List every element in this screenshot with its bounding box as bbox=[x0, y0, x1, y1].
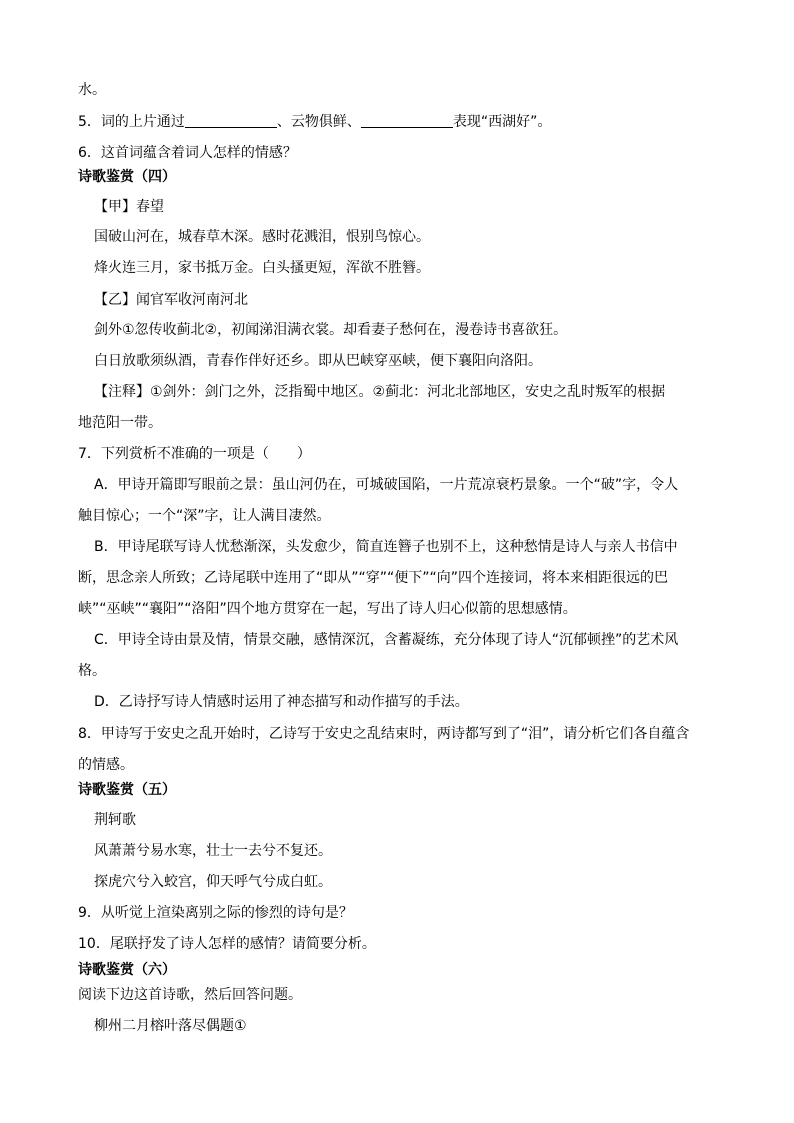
annotation: 地范阳一带。 bbox=[78, 415, 162, 431]
poem-title: 【甲】春望 bbox=[94, 199, 164, 215]
poem-line: 白日放歌须纵酒，青春作伴好还乡。即从巴峡穿巫峡，便下襄阳向洛阳。 bbox=[94, 353, 542, 369]
poem-title: 荆轲歌 bbox=[94, 812, 136, 828]
poem-title: 【乙】闻官军收河南河北 bbox=[94, 292, 248, 308]
option-b: 断，思念亲人所致；乙诗尾联中连用了“即从”“穿”“便下”“向”四个连接词，将本来相距很远的巴 bbox=[78, 570, 669, 586]
section-heading: 诗歌鉴赏（六） bbox=[78, 962, 176, 978]
option-b: 峡”“巫峡”“襄阳”“洛阳”四个地方贯穿在一起，写出了诗人归心似箭的思想感情。 bbox=[78, 601, 577, 617]
poem-line: 剑外①忽传收蓟北②，初闻涕泪满衣裳。却看妻子愁何在，漫卷诗书喜欲狂。 bbox=[94, 322, 568, 338]
question-8: 8．甲诗写于安史之乱开始时，乙诗写于安史之乱结束时，两诗都写到了“泪”，请分析它们各自蕴含 bbox=[78, 726, 690, 742]
question-6: 6．这首词蕴含着词人怎样的情感？ bbox=[78, 145, 297, 161]
question-10: 10．尾联抒发了诗人怎样的感情？请简要分析。 bbox=[78, 936, 376, 952]
text-line: 水。 bbox=[78, 82, 106, 98]
question-5-part-a: 5．词的上片通过 bbox=[78, 114, 185, 130]
question-8: 的情感。 bbox=[78, 757, 134, 773]
question-7: 7．下列赏析不准确的一项是（ ） bbox=[78, 446, 311, 462]
question-5 bbox=[78, 112, 738, 132]
option-b: B．甲诗尾联写诗人忧愁渐深，头发愈少，简直连簪子也别不上，这种愁情是诗人与亲人书信中 bbox=[94, 539, 678, 555]
question-9: 9．从听觉上渲染离别之际的惨烈的诗句是？ bbox=[78, 905, 353, 921]
option-a: 触目惊心；一个“深”字，让人满目凄然。 bbox=[78, 508, 331, 524]
poem-line: 风萧萧兮易水寒，壮士一去兮不复还。 bbox=[94, 843, 332, 859]
section-heading: 诗歌鉴赏（五） bbox=[78, 782, 176, 798]
option-d: D．乙诗抒写诗人情感时运用了神态描写和动作描写的手法。 bbox=[94, 694, 469, 710]
annotation: 【注释】①剑外：剑门之外，泛指蜀中地区。②蓟北：河北北部地区，安史之乱时叛军的根据 bbox=[94, 384, 666, 400]
answer-blank[interactable] bbox=[361, 113, 453, 128]
option-c: C．甲诗全诗由景及情，情景交融，感情深沉，含蓄凝练，充分体现了诗人“沉郁顿挫”的艺术风 bbox=[94, 632, 679, 648]
poem-line: 烽火连三月，家书抵万金。白头搔更短，浑欲不胜簪。 bbox=[94, 260, 430, 276]
poem-line: 国破山河在，城春草木深。感时花溅泪，恨别鸟惊心。 bbox=[94, 229, 430, 245]
instruction: 阅读下边这首诗歌，然后回答问题。 bbox=[78, 987, 302, 1003]
poem-title: 柳州二月榕叶落尽偶题① bbox=[94, 1018, 247, 1034]
question-5-part-c: 表现“西湖好”。 bbox=[452, 114, 552, 130]
question-5-part-b: 、云物俱鲜、 bbox=[276, 114, 361, 130]
option-c: 格。 bbox=[78, 663, 106, 679]
answer-blank[interactable] bbox=[185, 113, 277, 128]
section-heading: 诗歌鉴赏（四） bbox=[78, 169, 176, 185]
option-a: A．甲诗开篇即写眼前之景：虽山河仍在，可城破国陷，一片荒凉衰朽景象。一个“破”字，令人 bbox=[94, 477, 679, 493]
poem-line: 探虎穴兮入蛟宫，仰天呼气兮成白虹。 bbox=[94, 874, 332, 890]
